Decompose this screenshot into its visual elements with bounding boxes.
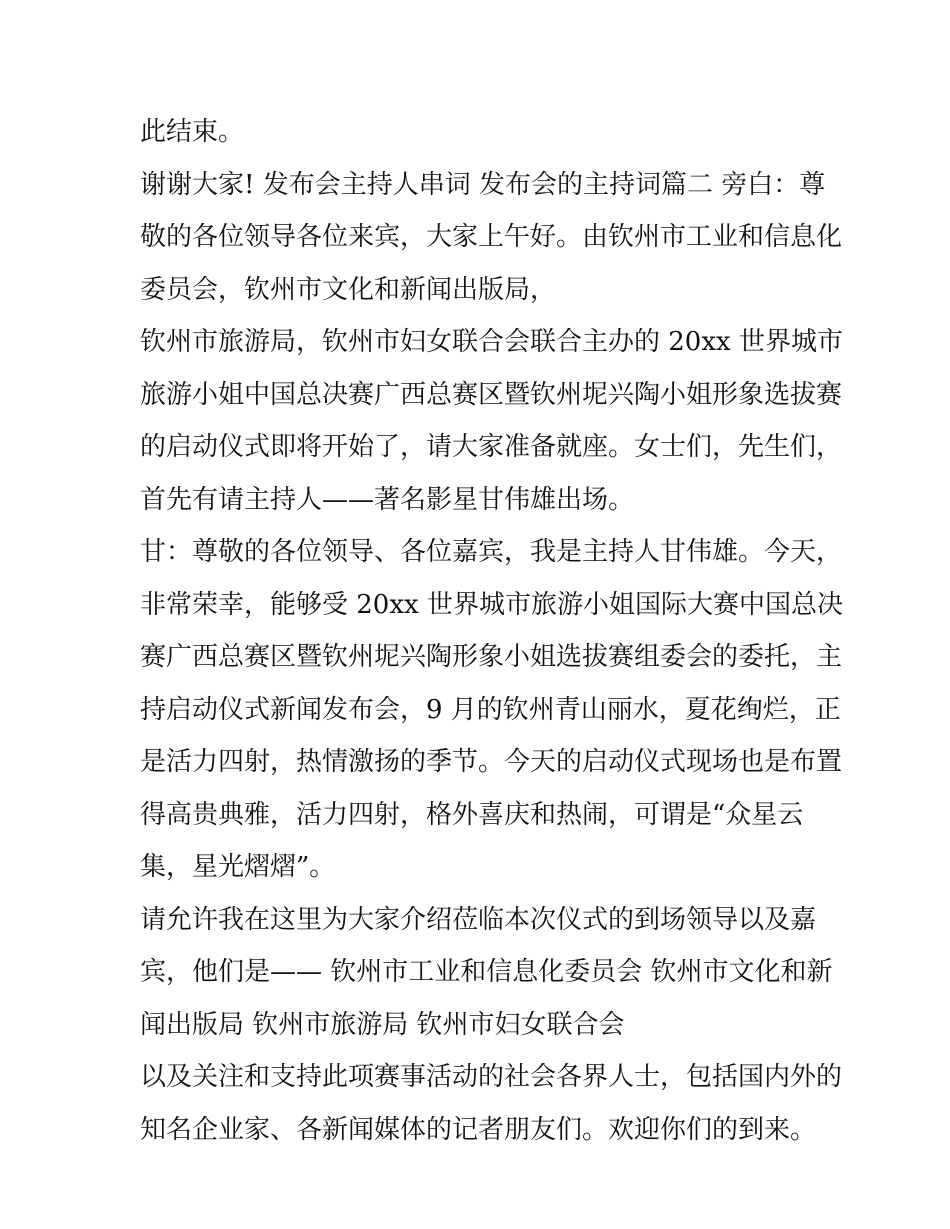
text-line-4: 委员会，钦州市文化和新闻出版局， — [140, 274, 557, 305]
text-line-20: 知名企业家、各新闻媒体的记者朋友们。欢迎你们的到来。 — [140, 1114, 817, 1145]
text-line-15: 集，星光熠熠”。 — [140, 852, 336, 882]
text-line-7: 的启动仪式即将开始了，请大家准备就座。女士们，先生们， — [140, 432, 843, 462]
text-line-9: 甘：尊敬的各位领导、各位嘉宾，我是主持人甘伟雄。今天， — [140, 537, 843, 567]
text-line-5: 钦州市旅游局，钦州市妇女联合会联合主办的 20xx 世界城市 — [140, 327, 843, 357]
text-line-1: 此结束。 — [140, 117, 245, 147]
text-line-12: 持启动仪式新闻发布会，9 月的钦州青山丽水，夏花绚烂，正 — [140, 694, 841, 725]
document-body — [140, 106, 843, 1156]
text-line-14: 得高贵典雅，活力四射，格外喜庆和热闹，可谓是“众星云 — [140, 799, 804, 830]
text-line-17: 宾，他们是—— 钦州市工业和信息化委员会 钦州市文化和新 — [140, 957, 833, 987]
text-line-11: 赛广西总赛区暨钦州坭兴陶形象小姐选拔赛组委会的委托，主 — [140, 642, 843, 672]
text-line-10: 非常荣幸，能够受 20xx 世界城市旅游小姐国际大赛中国总决 — [140, 589, 843, 620]
text-line-6: 旅游小姐中国总决赛广西总赛区暨钦州坭兴陶小姐形象选拔赛 — [140, 379, 843, 410]
text-line-2: 谢谢大家! 发布会主持人串词 发布会的主持词篇二 旁白：尊 — [140, 169, 826, 200]
text-line-8: 首先有请主持人——著名影星甘伟雄出场。 — [140, 484, 635, 515]
text-line-18: 闻出版局 钦州市旅游局 钦州市妇女联合会 — [140, 1009, 625, 1040]
text-line-19: 以及关注和支持此项赛事活动的社会各界人士，包括国内外的 — [140, 1062, 843, 1092]
text-line-13: 是活力四射，热情激扬的季节。今天的启动仪式现场也是布置 — [140, 747, 843, 777]
text-line-16: 请允许我在这里为大家介绍莅临本次仪式的到场领导以及嘉 — [140, 904, 817, 935]
text-line-3: 敬的各位领导各位来宾，大家上午好。由钦州市工业和信息化 — [140, 222, 843, 252]
